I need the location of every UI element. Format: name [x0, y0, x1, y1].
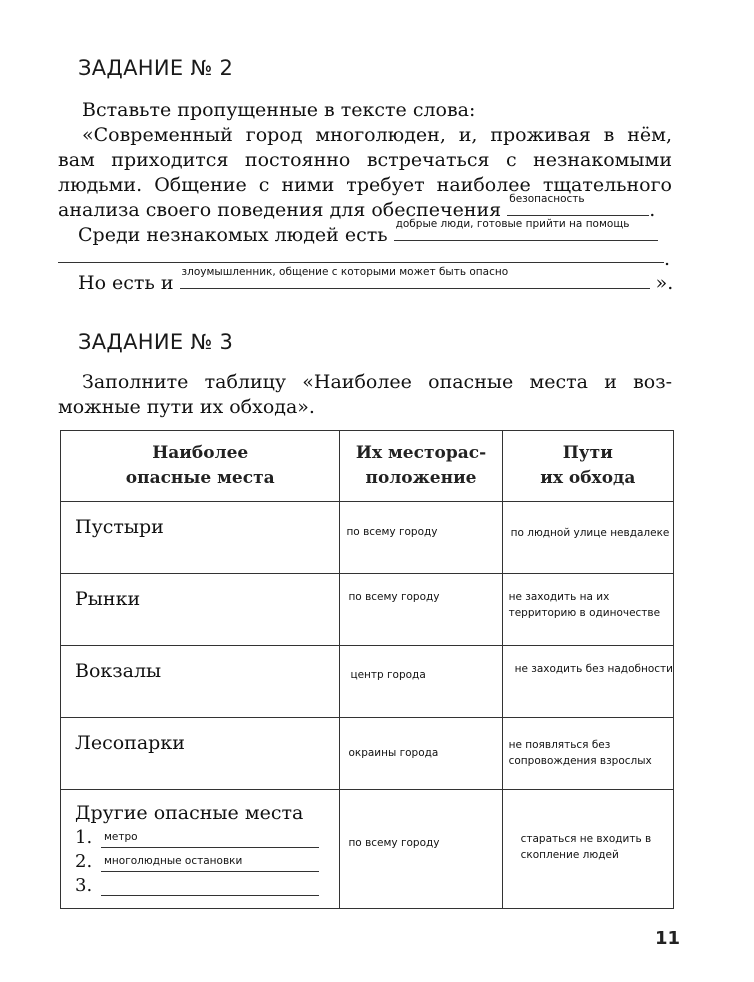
item-number: 2. [75, 851, 93, 872]
answer-3-handwritten: злоумышленник, общение с которыми может быть опасно [181, 266, 509, 278]
answer-blank-2[interactable] [394, 218, 658, 241]
col3-line1: Пути [562, 443, 613, 463]
column-header-location [340, 431, 502, 502]
task2-line4-end: . [649, 199, 656, 221]
task2-line4-prefix: анализа своего поведения для обеспечения [58, 199, 502, 221]
task3-instruction-line2: можные пути их обхода». [58, 396, 315, 418]
place-name: Вокзалы [75, 660, 162, 682]
task2-line7-end: ». [655, 272, 674, 294]
task2-instruction: Вставьте пропущенные в тексте слова: [82, 99, 476, 121]
place-name: Пустыри [75, 516, 164, 538]
dangerous-places-table [60, 430, 674, 909]
other-place-1-handwritten: метро [104, 831, 138, 843]
table-row [61, 574, 674, 646]
task2-text-line7 [78, 266, 674, 296]
location-answer: центр города [350, 669, 426, 681]
task2-heading: ЗАДАНИЕ № 2 [78, 56, 234, 80]
item-number: 1. [75, 827, 93, 848]
answer-2-handwritten: добрые люди, готовые прийти на помощь [395, 218, 630, 230]
other-place-blank-2[interactable] [101, 853, 319, 872]
col1-line2: опасные места [125, 468, 275, 488]
avoid-answer: не заходить без надобности [514, 663, 673, 675]
place-name: Лесопарки [75, 732, 185, 754]
task2-line7-prefix: Но есть и [78, 272, 174, 294]
table-row [61, 502, 674, 574]
column-header-places [61, 431, 340, 502]
other-place-2-handwritten: многолюдные остановки [104, 855, 243, 867]
list-item [75, 848, 339, 872]
location-answer: по всему городу [348, 591, 440, 603]
other-place-blank-3[interactable] [101, 877, 319, 896]
task3-instruction-line1: Заполните таблицу «Наиболее опасные места и воз- [82, 371, 672, 393]
location-cell[interactable] [340, 790, 502, 909]
col2-line1: Их месторас- [355, 443, 487, 463]
other-places-cell [61, 790, 340, 909]
location-answer: по всему городу [346, 526, 438, 538]
item-number: 3. [75, 875, 93, 896]
avoid-answer-line1: стараться не входить в [520, 833, 652, 845]
location-cell[interactable] [340, 502, 502, 574]
avoid-cell[interactable] [502, 718, 673, 790]
location-answer: по всему городу [348, 837, 440, 849]
avoid-answer-line2: сопровождения взрослых [508, 755, 652, 767]
answer-1-handwritten: безопасность [509, 193, 585, 205]
table-row-other [61, 790, 674, 909]
col3-line2: их обхода [540, 468, 636, 488]
list-item [75, 872, 339, 896]
column-header-ways [502, 431, 673, 502]
col2-line2: положение [365, 468, 477, 488]
answer-blank-3[interactable] [180, 266, 650, 289]
avoid-cell[interactable] [502, 790, 673, 909]
avoid-cell[interactable] [502, 646, 673, 718]
table-row [61, 718, 674, 790]
list-item [75, 824, 339, 848]
location-answer: окраины города [348, 747, 439, 759]
task2-text-line1: «Современный город многолюден, и, проживая в нём, [82, 124, 672, 146]
other-place-blank-1[interactable] [101, 829, 319, 848]
avoid-answer: по людной улице невдалеке [510, 527, 670, 539]
table-header-row [61, 431, 674, 502]
avoid-answer-line2: территорию в одиночестве [508, 607, 661, 619]
task2-line5-prefix: Среди незнакомых людей есть [78, 224, 388, 246]
place-cell [61, 718, 340, 790]
task2-text-line3: людьми. Общение с ними требует наиболее тщательного [58, 174, 672, 196]
location-cell[interactable] [340, 574, 502, 646]
page-number: 11 [655, 928, 681, 949]
task2-line6-end: . [664, 248, 671, 270]
task2-text-line5 [78, 218, 672, 248]
avoid-cell[interactable] [502, 574, 673, 646]
place-cell [61, 646, 340, 718]
task3-heading: ЗАДАНИЕ № 3 [78, 330, 234, 354]
location-cell[interactable] [340, 718, 502, 790]
location-cell[interactable] [340, 646, 502, 718]
place-name: Рынки [75, 588, 141, 610]
avoid-answer-line2: скопление людей [520, 849, 619, 861]
task2-text-line2: вам приходится постоянно встречаться с незнакомыми [58, 149, 672, 171]
place-cell [61, 502, 340, 574]
col1-line1: Наиболее [152, 443, 249, 463]
place-cell [61, 574, 340, 646]
table-row [61, 646, 674, 718]
avoid-answer-line1: не появляться без [508, 739, 611, 751]
avoid-answer-line1: не заходить на их [508, 591, 610, 603]
avoid-cell[interactable] [502, 502, 673, 574]
other-places-title: Другие опасные места [75, 802, 304, 824]
